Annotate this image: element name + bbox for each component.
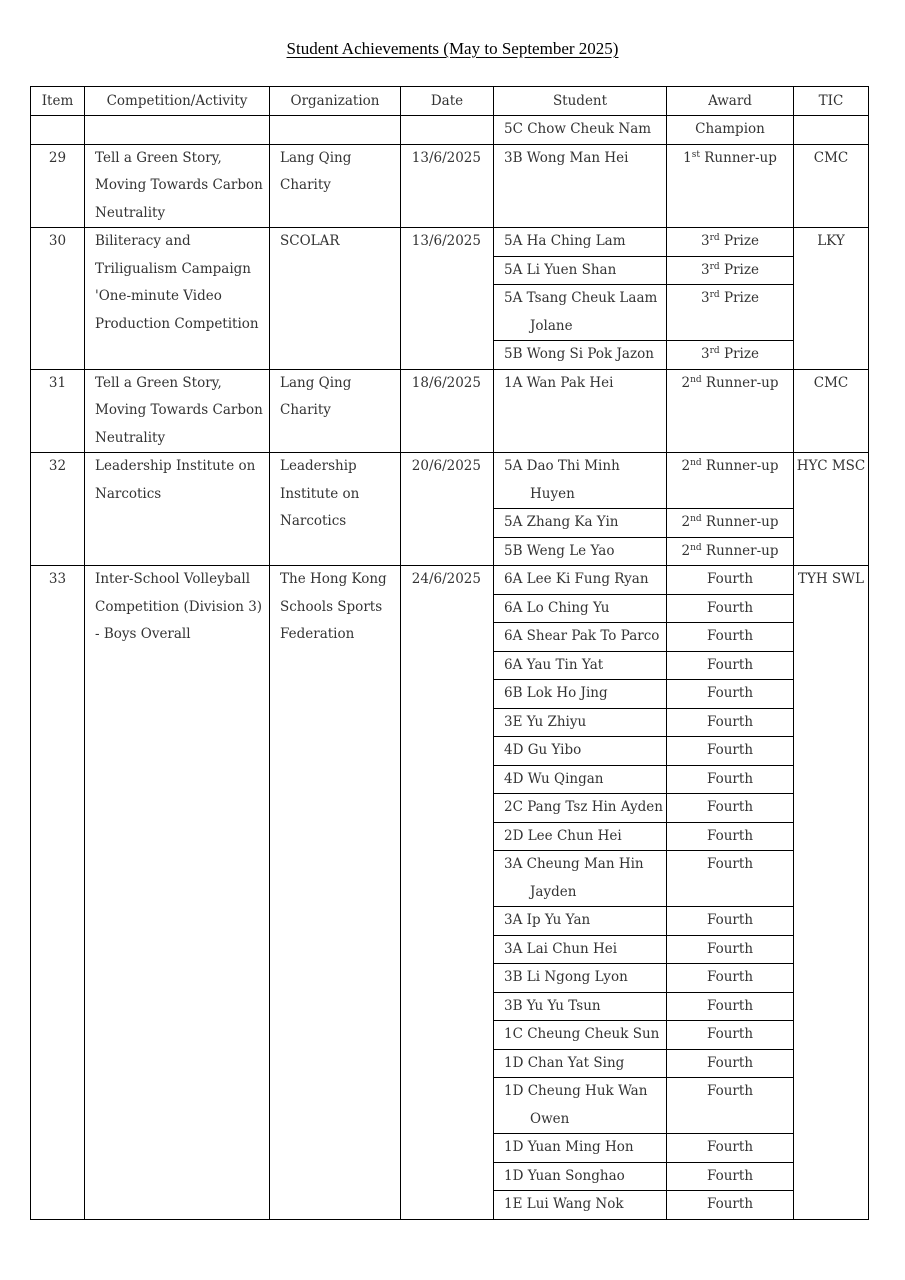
student-cell: [494, 1021, 667, 1050]
table-row: [31, 453, 869, 509]
table-row: [31, 369, 869, 453]
header-organization: Organization: [270, 87, 401, 116]
award-text: Fourth: [706, 1083, 754, 1099]
award-cell: [667, 369, 794, 453]
header-row: [31, 87, 869, 116]
table-row: [31, 228, 869, 257]
organization-cell: Lang Qing Charity: [270, 369, 401, 453]
student-cell: [494, 992, 667, 1021]
student-name: 3E Yu Zhiyu: [504, 713, 587, 730]
date-cell: 20/6/2025: [401, 453, 494, 566]
student-cell: [494, 1191, 667, 1220]
item-number-cell: 32: [31, 453, 85, 566]
student-name: 1D Yuan Songhao: [504, 1167, 625, 1184]
award-cell: [667, 964, 794, 993]
student-name: 6A Lo Ching Yu: [504, 599, 610, 616]
competition-cell: Tell a Green Story, Moving Towards Carbon Neutrality: [85, 369, 270, 453]
tic-cell: CMC: [794, 144, 869, 228]
student-cell: [494, 256, 667, 285]
competition-cell: Tell a Green Story, Moving Towards Carbon Neutrality: [85, 144, 270, 228]
award-number: 3: [701, 290, 710, 306]
competition-cell: Leadership Institute on Narcotics: [85, 453, 270, 566]
award-cell: [667, 708, 794, 737]
student-cell: [494, 228, 667, 257]
tic-cell: LKY: [794, 228, 869, 370]
student-name: 5A Li Yuen Shan: [504, 261, 617, 278]
award-number: 2: [681, 514, 691, 530]
tic-cell: [794, 116, 869, 145]
competition-cell: [85, 116, 270, 145]
award-number: 3: [701, 261, 710, 278]
award-cell: [667, 144, 794, 228]
student-name: 5A Ha Ching Lam: [504, 233, 626, 249]
student-cell: [494, 341, 667, 370]
award-text: Runner-up: [701, 374, 779, 391]
table-row: [31, 566, 869, 595]
award-number: 1: [683, 149, 692, 166]
award-text: Prize: [719, 290, 759, 306]
table-row: [31, 144, 869, 228]
award-text: Fourth: [706, 1026, 754, 1042]
award-cell: [667, 794, 794, 823]
student-cell: [494, 765, 667, 794]
award-cell: [667, 651, 794, 680]
award-cell: [667, 116, 794, 145]
student-name: 6A Lee Ki Fung Ryan: [504, 571, 649, 587]
student-cell: [494, 1162, 667, 1191]
student-name: 5B Weng Le Yao: [504, 542, 615, 559]
student-name: 1D Yuan Ming Hon: [504, 1139, 634, 1155]
award-text: Fourth: [706, 628, 754, 644]
award-text: Fourth: [706, 1167, 754, 1184]
student-name: 6B Lok Ho Jing: [504, 685, 608, 701]
award-text: Fourth: [706, 856, 754, 872]
award-ordinal-suffix: nd: [690, 514, 702, 524]
student-cell: [494, 935, 667, 964]
award-text: Fourth: [706, 1196, 754, 1212]
student-cell: [494, 708, 667, 737]
award-cell: [667, 341, 794, 370]
award-text: Fourth: [706, 799, 754, 815]
award-text: Fourth: [706, 997, 754, 1014]
student-name: 3A Ip Yu Yan: [504, 912, 591, 928]
student-name: 3A Lai Chun Hei: [504, 940, 618, 957]
award-number: 2: [681, 542, 691, 559]
student-name: 5B Wong Si Pok Jazon: [504, 346, 654, 362]
tic-cell: HYC MSC: [794, 453, 869, 566]
student-cell: [494, 964, 667, 993]
award-text: Fourth: [706, 940, 754, 957]
award-ordinal-suffix: rd: [709, 290, 720, 300]
award-ordinal-suffix: rd: [709, 346, 720, 356]
student-name: 3B Wong Man Hei: [504, 149, 629, 166]
tic-cell: TYH SWL: [794, 566, 869, 1220]
header-student: Student: [494, 87, 667, 116]
award-ordinal-suffix: nd: [690, 374, 702, 385]
award-ordinal-suffix: st: [691, 149, 700, 160]
student-cell: [494, 1078, 667, 1134]
student-cell: [494, 285, 667, 341]
date-cell: 13/6/2025: [401, 144, 494, 228]
student-cell: [494, 680, 667, 709]
student-name: 2C Pang Tsz Hin Ayden: [504, 799, 663, 815]
table-row: [31, 116, 869, 145]
award-text: Fourth: [706, 742, 754, 758]
award-text: Runner-up: [701, 514, 779, 530]
student-name: 5C Chow Cheuk Nam: [504, 121, 652, 137]
student-cell: [494, 1134, 667, 1163]
header-date: Date: [401, 87, 494, 116]
award-text: Fourth: [706, 827, 754, 844]
header-award: Award: [667, 87, 794, 116]
award-cell: [667, 509, 794, 538]
award-cell: [667, 594, 794, 623]
award-text: Fourth: [706, 713, 754, 730]
date-cell: 18/6/2025: [401, 369, 494, 453]
achievements-table: [30, 86, 869, 1220]
award-text: Prize: [719, 346, 759, 362]
student-cell: [494, 737, 667, 766]
student-cell: [494, 509, 667, 538]
date-cell: 13/6/2025: [401, 228, 494, 370]
award-cell: [667, 566, 794, 595]
student-name: 5A Zhang Ka Yin: [504, 514, 619, 530]
header-competition: Competition/Activity: [85, 87, 270, 116]
award-number: 2: [681, 374, 691, 391]
award-text: Prize: [719, 233, 759, 249]
award-cell: [667, 537, 794, 566]
award-number: 3: [701, 346, 710, 362]
award-cell: [667, 737, 794, 766]
award-cell: [667, 228, 794, 257]
award-cell: [667, 851, 794, 907]
student-cell: [494, 822, 667, 851]
competition-cell: Inter-School Volleyball Competition (Division 3) - Boys Overall: [85, 566, 270, 1220]
item-number-cell: 31: [31, 369, 85, 453]
award-cell: [667, 765, 794, 794]
award-text: Runner-up: [701, 542, 779, 559]
award-ordinal-suffix: rd: [709, 261, 720, 272]
award-cell: [667, 285, 794, 341]
award-cell: [667, 256, 794, 285]
student-name: 1C Cheung Cheuk Sun: [504, 1026, 660, 1042]
student-cell: [494, 537, 667, 566]
award-ordinal-suffix: rd: [709, 233, 720, 243]
award-text: Fourth: [706, 912, 754, 928]
organization-cell: [270, 116, 401, 145]
student-cell: [494, 144, 667, 228]
award-cell: [667, 992, 794, 1021]
award-text: Fourth: [706, 685, 754, 701]
award-cell: [667, 1162, 794, 1191]
student-name: 4D Gu Yibo: [504, 742, 582, 758]
organization-cell: Leadership Institute on Narcotics: [270, 453, 401, 566]
award-cell: [667, 1021, 794, 1050]
header-tic: TIC: [794, 87, 869, 116]
award-text: Fourth: [706, 571, 754, 587]
award-text: Runner-up: [699, 149, 777, 166]
student-cell: [494, 453, 667, 509]
organization-cell: SCOLAR: [270, 228, 401, 370]
competition-cell: Biliteracy and Triligualism Campaign 'One-minute Video Production Competition: [85, 228, 270, 370]
student-name: 5A Tsang Cheuk Laam Jolane: [504, 290, 658, 334]
award-cell: [667, 453, 794, 509]
student-name: 2D Lee Chun Hei: [504, 827, 622, 844]
header-item: Item: [31, 87, 85, 116]
student-name: 4D Wu Qingan: [504, 770, 604, 787]
student-cell: [494, 594, 667, 623]
date-cell: [401, 116, 494, 145]
item-number-cell: [31, 116, 85, 145]
organization-cell: Lang Qing Charity: [270, 144, 401, 228]
award-cell: [667, 1134, 794, 1163]
award-text: Fourth: [706, 599, 754, 616]
award-cell: [667, 935, 794, 964]
student-cell: [494, 651, 667, 680]
item-number-cell: 33: [31, 566, 85, 1220]
student-name: 1E Lui Wang Nok: [504, 1196, 624, 1212]
item-number-cell: 30: [31, 228, 85, 370]
award-ordinal-suffix: nd: [690, 458, 702, 468]
award-text: Fourth: [706, 1139, 754, 1155]
date-cell: 24/6/2025: [401, 566, 494, 1220]
award-cell: [667, 1078, 794, 1134]
award-text: Fourth: [706, 1054, 754, 1071]
award-cell: [667, 907, 794, 936]
student-name: 1A Wan Pak Hei: [504, 374, 614, 391]
achievements-body: [31, 116, 869, 1220]
award-text: Fourth: [706, 656, 754, 673]
award-number: 2: [681, 458, 691, 474]
tic-cell: CMC: [794, 369, 869, 453]
student-cell: [494, 1049, 667, 1078]
award-ordinal-suffix: nd: [690, 542, 702, 553]
student-name: 6A Shear Pak To Parco: [504, 628, 660, 644]
award-number: 3: [701, 233, 710, 249]
student-name: 1D Chan Yat Sing: [504, 1054, 625, 1071]
student-cell: [494, 116, 667, 145]
student-name: 3B Li Ngong Lyon: [504, 969, 628, 985]
organization-cell: The Hong Kong Schools Sports Federation: [270, 566, 401, 1220]
page-title: Student Achievements (May to September 2025): [286, 39, 619, 58]
award-cell: [667, 1191, 794, 1220]
award-text: Fourth: [706, 770, 754, 787]
award-cell: [667, 822, 794, 851]
student-cell: [494, 907, 667, 936]
student-cell: [494, 794, 667, 823]
student-name: 3B Yu Yu Tsun: [504, 997, 601, 1014]
student-name: 3A Cheung Man Hin Jayden: [504, 856, 644, 900]
student-name: 1D Cheung Huk Wan Owen: [504, 1083, 648, 1127]
student-cell: [494, 566, 667, 595]
award-text: Runner-up: [701, 458, 779, 474]
award-text: Fourth: [706, 969, 754, 985]
award-cell: [667, 680, 794, 709]
student-name: 5A Dao Thi Minh Huyen: [504, 458, 620, 502]
student-cell: [494, 623, 667, 652]
student-cell: [494, 369, 667, 453]
award-text: Champion: [695, 121, 765, 137]
student-cell: [494, 851, 667, 907]
item-number-cell: 29: [31, 144, 85, 228]
award-cell: [667, 1049, 794, 1078]
student-name: 6A Yau Tin Yat: [504, 656, 604, 673]
award-cell: [667, 623, 794, 652]
award-text: Prize: [719, 261, 759, 278]
